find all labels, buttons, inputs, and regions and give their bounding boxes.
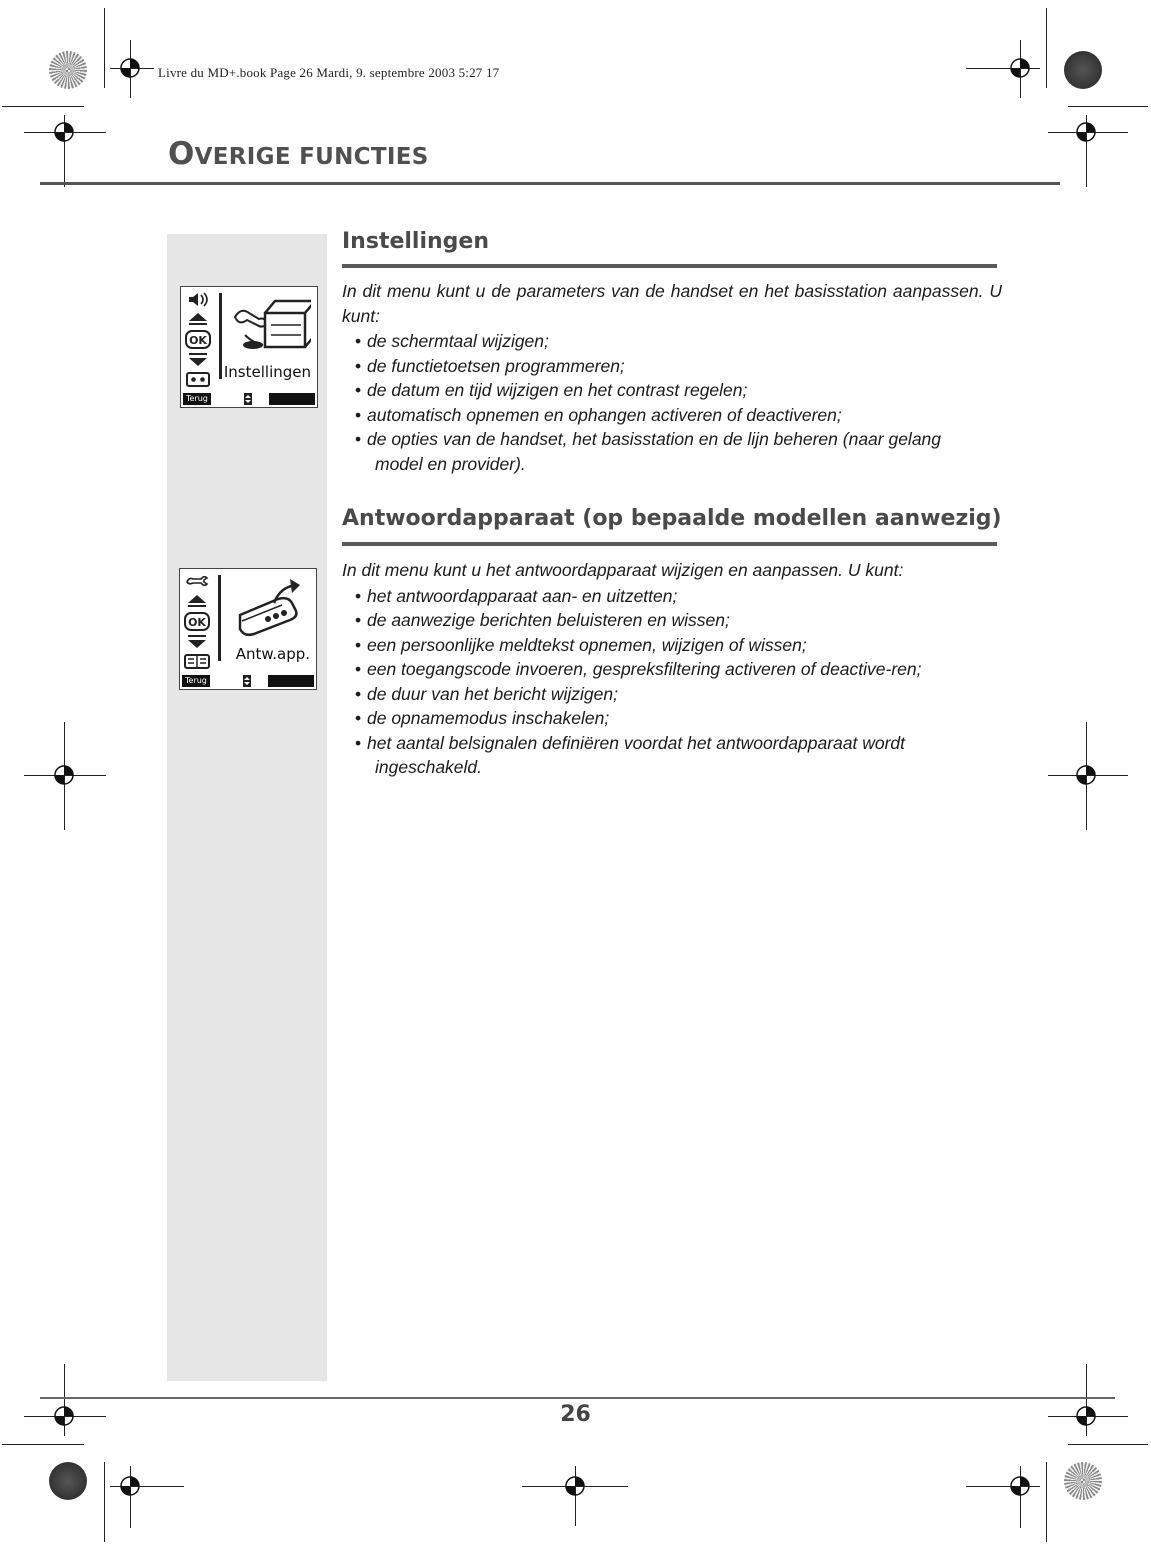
scroll-indicator-icon — [243, 393, 253, 405]
back-softkey: Terug — [183, 393, 211, 405]
svg-text:OK: OK — [188, 616, 206, 629]
handset-screen-settings — [180, 286, 318, 408]
screen-menu-label: Instellingen — [223, 363, 311, 381]
page-number: 26 — [560, 1402, 591, 1427]
handset-screen-answering-machine — [179, 568, 317, 690]
section-title: Antwoordapparaat (op bepaalde modellen aanwezig) — [342, 506, 1002, 531]
list-item: • een persoonlijke meldtekst opnemen, wijzigen of wissen; — [342, 633, 1002, 658]
registration-target-icon — [1009, 57, 1031, 79]
chapter-title — [168, 136, 429, 172]
section-body — [342, 558, 1002, 780]
list-item: • een toegangscode invoeren, gespreksfiltering activeren of deactive-ren; — [342, 657, 1002, 682]
bullet-list — [342, 584, 1002, 780]
registration-ball-icon — [1064, 1462, 1102, 1500]
registration-target-icon — [53, 121, 75, 143]
section-title: Instellingen — [342, 229, 489, 254]
registration-ball-icon — [49, 1462, 87, 1500]
list-item: • de opties van de handset, het basisstation en de lijn beheren (naar gelang model en provider). — [342, 427, 1002, 476]
book-header: Livre du MD+.book Page 26 Mardi, 9. septembre 2003 5:27 17 — [158, 65, 500, 80]
registration-target-icon — [1075, 121, 1097, 143]
section-body — [342, 279, 1002, 476]
list-item: • de schermtaal wijzigen; — [342, 329, 1002, 354]
list-item: • de functietoetsen programmeren; — [342, 354, 1002, 379]
arrow-up-icon — [182, 592, 212, 611]
registration-target-icon — [1009, 1475, 1031, 1497]
ok-button-icon — [183, 330, 213, 349]
screen-divider — [219, 293, 222, 379]
arrow-up-icon — [183, 310, 213, 329]
section-rule — [342, 264, 997, 268]
list-item: • de datum en tijd wijzigen en het contrast regelen; — [342, 378, 1002, 403]
registration-target-icon — [119, 1475, 141, 1497]
list-item: • automatisch opnemen en ophangen activeren of deactiveren; — [342, 403, 1002, 428]
bullet-list — [342, 329, 1002, 476]
ok-button-icon — [182, 612, 212, 631]
soft-key-bar — [181, 391, 317, 407]
registration-ball-icon — [49, 51, 87, 89]
phonebook-icon — [182, 652, 212, 671]
answering-machine-icon — [230, 577, 310, 639]
scroll-indicator-icon — [242, 675, 252, 687]
wrench-icon — [182, 572, 212, 591]
arrow-down-icon — [183, 350, 213, 369]
speaker-icon — [183, 290, 213, 309]
registration-target-icon — [119, 57, 141, 79]
cassette-icon — [183, 370, 213, 389]
screen-divider — [218, 575, 221, 661]
list-item: • de opnamemodus inschakelen; — [342, 706, 1002, 731]
list-item: • de aanwezige berichten beluisteren en wissen; — [342, 608, 1002, 633]
registration-target-icon — [1075, 764, 1097, 786]
footer-rule — [40, 1397, 1115, 1399]
svg-text:OK: OK — [189, 334, 207, 347]
chapter-rule — [40, 182, 1060, 185]
list-item: • de duur van het bericht wijzigen; — [342, 682, 1002, 707]
wrench-toolbox-icon — [231, 295, 311, 357]
arrow-down-icon — [182, 632, 212, 651]
section-intro: In dit menu kunt u de parameters van de handset en het basisstation aanpassen. U kunt: — [342, 281, 1002, 326]
screen-menu-label: Antw.app. — [235, 645, 310, 663]
chapter-title-rest: VERIGE FUNCTIES — [194, 144, 429, 170]
back-softkey: Terug — [182, 675, 210, 687]
registration-target-icon — [564, 1475, 586, 1497]
section-rule — [342, 542, 997, 546]
chapter-title-cap: O — [168, 136, 195, 172]
registration-ball-icon — [1064, 51, 1102, 89]
registration-target-icon — [53, 764, 75, 786]
list-item: • het aantal belsignalen definiëren voordat het antwoordapparaat wordt ingeschakeld. — [342, 731, 1002, 780]
soft-key-right — [268, 675, 314, 687]
soft-key-bar — [180, 673, 316, 689]
list-item: • het antwoordapparaat aan- en uitzetten; — [342, 584, 1002, 609]
section-intro: In dit menu kunt u het antwoordapparaat wijzigen en aanpassen. U kunt: — [342, 560, 904, 580]
soft-key-right — [269, 393, 315, 405]
